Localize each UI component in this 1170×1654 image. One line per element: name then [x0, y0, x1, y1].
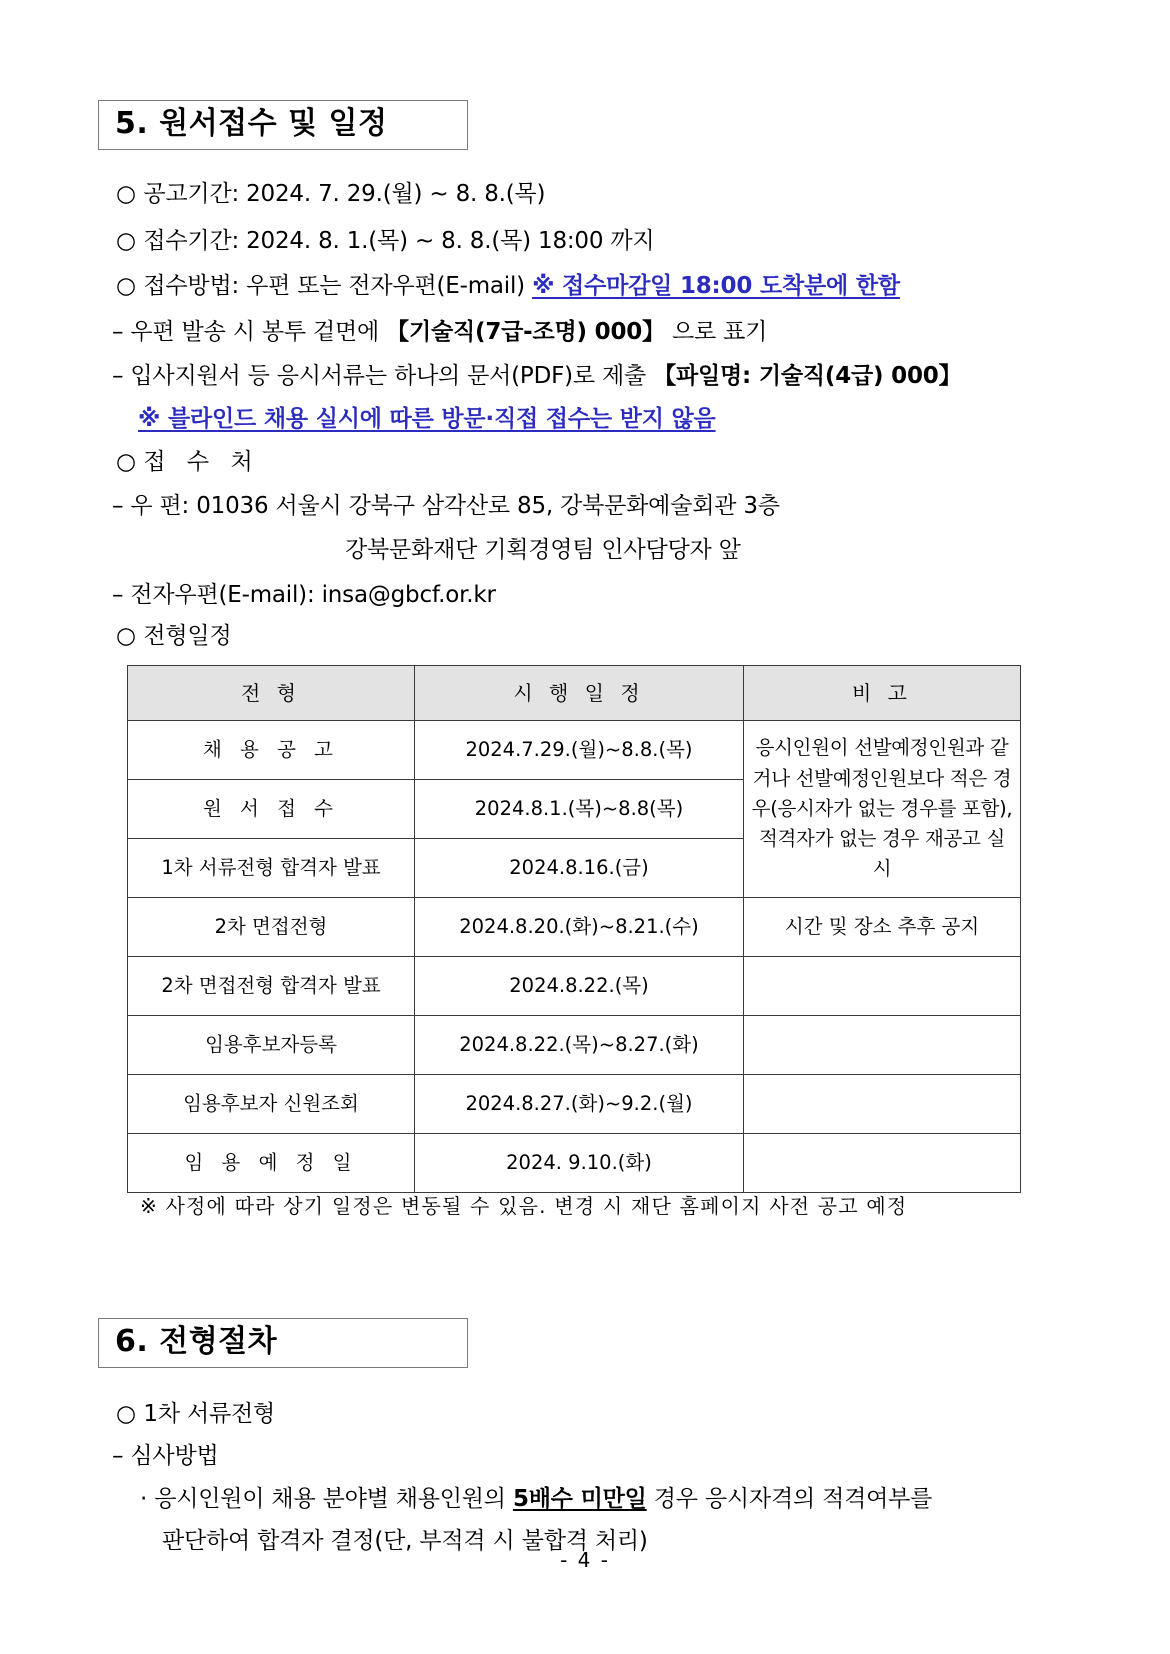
schedule-label: 전형일정 [143, 623, 232, 649]
bullet-circle-icon: ○ [116, 181, 144, 207]
cell-date: 2024. 9.10.(화) [415, 1134, 744, 1193]
envelope-marking-line [112, 318, 767, 347]
review-criteria-line [140, 1485, 932, 1514]
selection-schedule-table [127, 665, 1021, 1193]
blind-hiring-note-text: ※ 블라인드 채용 실시에 따른 방문·직접 접수는 받지 않음 [138, 406, 716, 432]
notice-period-line [116, 180, 545, 209]
cell-remark [744, 1016, 1021, 1075]
table-header-row [128, 666, 1021, 721]
review-criteria-suffix: 경우 응시자격의 적격여부를 [646, 1486, 933, 1512]
cell-stage: 2차 면접전형 합격자 발표 [128, 957, 415, 1016]
pdf-submission-line [112, 362, 961, 391]
cell-stage: 임용후보자 신원조회 [128, 1075, 415, 1134]
section-5-heading [98, 100, 468, 150]
cell-date: 2024.8.16.(금) [415, 839, 744, 898]
step1-label: 1차 서류전형 [143, 1401, 276, 1427]
section-5-title: 5. 원서접수 및 일정 [115, 106, 388, 141]
cell-date: 2024.8.22.(목) [415, 957, 744, 1016]
cell-stage: 1차 서류전형 합격자 발표 [128, 839, 415, 898]
receipt-method-note: ※ 접수마감일 18:00 도착분에 한함 [532, 273, 900, 299]
cell-stage: 원 서 접 수 [128, 780, 415, 839]
reception-place-label: 접 수 처 [143, 449, 260, 475]
schedule-footnote: ※ 사정에 따라 상기 일정은 변동될 수 있음. 변경 시 재단 홈페이지 사전 공고 예정 [140, 1194, 908, 1218]
column-header-remark: 비 고 [744, 666, 1021, 721]
bullet-circle-icon: ○ [116, 1401, 144, 1427]
bullet-circle-icon: ○ [116, 623, 144, 649]
envelope-marking-bold: 【기술직(7급-조명) 000】 [386, 319, 665, 345]
receipt-period-line [116, 227, 654, 256]
email-address-line [112, 581, 496, 610]
envelope-marking-suffix: 으로 표기 [664, 319, 768, 345]
cell-stage: 임용후보자등록 [128, 1016, 415, 1075]
schedule-heading-line [116, 622, 231, 651]
cell-remark-merged: 응시인원이 선발예정인원과 같거나 선발예정인원보다 적은 경우(응시자가 없는 경우를 포함), 적격자가 없는 경우 재공고 실시 [744, 721, 1021, 898]
review-criteria-prefix: · 응시인원이 채용 분야별 채용인원의 [140, 1486, 513, 1512]
email-address-text: – 전자우편(E-mail): insa@gbcf.or.kr [112, 582, 496, 608]
cell-remark [744, 957, 1021, 1016]
cell-stage: 채 용 공 고 [128, 721, 415, 780]
bullet-circle-icon: ○ [116, 273, 144, 299]
cell-date: 2024.8.27.(화)~9.2.(월) [415, 1075, 744, 1134]
table-row [128, 957, 1021, 1016]
section-6-title: 6. 전형절차 [115, 1324, 278, 1359]
notice-period-text: 공고기간: 2024. 7. 29.(월) ~ 8. 8.(목) [143, 181, 546, 207]
review-criteria-text2: 판단하여 합격자 결정(단, 부적격 시 불합격 처리) [162, 1528, 648, 1554]
receipt-period-text: 접수기간: 2024. 8. 1.(목) ~ 8. 8.(목) 18:00 까지 [143, 228, 655, 254]
cell-remark: 시간 및 장소 추후 공지 [744, 898, 1021, 957]
table-row [128, 1016, 1021, 1075]
review-method-line [112, 1442, 218, 1471]
cell-date: 2024.8.20.(화)~8.21.(수) [415, 898, 744, 957]
column-header-stage: 전 형 [128, 666, 415, 721]
table-row [128, 1134, 1021, 1193]
cell-remark [744, 1075, 1021, 1134]
receipt-method-text: 접수방법: 우편 또는 전자우편(E-mail) [143, 273, 525, 299]
table-row [128, 1075, 1021, 1134]
cell-date: 2024.7.29.(월)~8.8.(목) [415, 721, 744, 780]
cell-stage: 임 용 예 정 일 [128, 1134, 415, 1193]
blind-hiring-note-line [138, 405, 716, 434]
bullet-circle-icon: ○ [116, 228, 144, 254]
table-row [128, 721, 1021, 780]
pdf-submission-prefix: – 입사지원서 등 응시서류는 하나의 문서(PDF)로 제출 [112, 363, 654, 389]
postal-address-line [112, 492, 780, 521]
envelope-marking-prefix: – 우편 발송 시 봉투 겉면에 [112, 319, 387, 345]
review-criteria-underline: 5배수 미만일 [512, 1486, 647, 1512]
postal-address-text: – 우 편: 01036 서울시 강북구 삼각산로 85, 강북문화예술회관 3층 [112, 493, 780, 519]
cell-remark [744, 1134, 1021, 1193]
bullet-circle-icon: ○ [116, 449, 144, 475]
page-number: - 4 - [560, 1548, 610, 1572]
step1-document-screening-line [116, 1400, 275, 1429]
receipt-method-line [116, 272, 900, 301]
pdf-submission-bold: 【파일명: 기술직(4급) 000】 [653, 363, 962, 389]
cell-date: 2024.8.1.(목)~8.8(목) [415, 780, 744, 839]
cell-stage: 2차 면접전형 [128, 898, 415, 957]
section-6-heading [98, 1318, 468, 1368]
reception-place-line [116, 448, 260, 477]
postal-address-text2: 강북문화재단 기획경영팀 인사담당자 앞 [345, 537, 741, 563]
column-header-date: 시 행 일 정 [415, 666, 744, 721]
postal-address-line2 [345, 536, 741, 565]
cell-date: 2024.8.22.(목)~8.27.(화) [415, 1016, 744, 1075]
review-method-label: – 심사방법 [112, 1443, 219, 1469]
table-row [128, 898, 1021, 957]
